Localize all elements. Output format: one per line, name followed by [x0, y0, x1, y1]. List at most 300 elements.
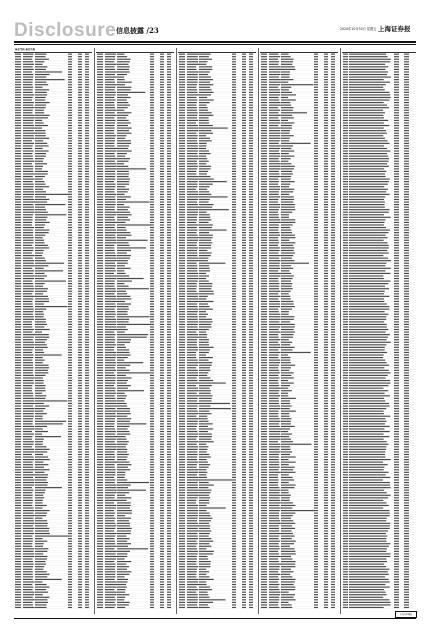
table-row — [178, 316, 256, 318]
table-row — [178, 604, 256, 606]
table-row — [178, 569, 256, 571]
table-row — [260, 168, 338, 170]
table-row — [14, 176, 92, 178]
table-row — [96, 428, 174, 430]
table-row — [178, 332, 256, 334]
table-row — [178, 105, 256, 107]
table-row — [96, 449, 174, 451]
table-row — [260, 538, 338, 540]
table-row — [342, 186, 416, 188]
table-row — [342, 306, 416, 308]
table-row — [260, 117, 338, 119]
table-row — [260, 395, 338, 397]
table-row — [178, 528, 256, 530]
table-row — [178, 464, 256, 466]
table-row — [260, 150, 338, 152]
table-row — [342, 179, 416, 181]
table-row — [96, 584, 174, 586]
table-row — [96, 247, 174, 249]
table-row — [96, 321, 174, 323]
table-row — [96, 462, 174, 464]
table-row — [14, 571, 92, 573]
table-row — [178, 513, 256, 515]
table-row — [342, 487, 416, 489]
table-row — [178, 209, 256, 211]
table-row — [14, 421, 92, 423]
table-row — [96, 579, 174, 581]
table-row — [14, 533, 92, 535]
table-row — [96, 423, 174, 425]
table-row — [342, 265, 416, 267]
continued-label: (下转24版) — [395, 611, 417, 618]
table-row — [14, 464, 92, 466]
table-row — [96, 209, 174, 211]
table-row — [342, 82, 416, 84]
listing-rows — [260, 53, 338, 609]
table-row — [342, 607, 416, 609]
table-row — [260, 444, 338, 446]
table-row — [14, 74, 92, 76]
table-row — [96, 230, 174, 232]
table-row — [96, 212, 174, 214]
table-row — [342, 329, 416, 331]
table-row — [342, 61, 416, 63]
table-row — [96, 138, 174, 140]
table-row — [260, 291, 338, 293]
table-row — [14, 97, 92, 99]
table-row — [260, 393, 338, 395]
table-row — [14, 431, 92, 433]
table-row — [342, 584, 416, 586]
table-row — [178, 168, 256, 170]
table-row — [260, 377, 338, 379]
table-row — [342, 495, 416, 497]
table-row — [96, 500, 174, 502]
table-row — [96, 459, 174, 461]
table-row — [14, 408, 92, 410]
table-row — [342, 571, 416, 573]
table-row — [342, 342, 416, 344]
table-row — [260, 520, 338, 522]
table-row — [260, 500, 338, 502]
table-row — [342, 145, 416, 147]
table-row — [178, 352, 256, 354]
table-row — [14, 316, 92, 318]
table-row — [14, 367, 92, 369]
table-row — [342, 171, 416, 173]
table-row — [178, 130, 256, 132]
table-row — [178, 56, 256, 58]
table-row — [14, 122, 92, 124]
table-row — [178, 329, 256, 331]
table-row — [96, 398, 174, 400]
table-row — [260, 541, 338, 543]
table-row — [260, 125, 338, 127]
table-row — [342, 428, 416, 430]
table-row — [178, 459, 256, 461]
table-row — [96, 158, 174, 160]
table-row — [14, 515, 92, 517]
table-row — [14, 485, 92, 487]
table-row — [260, 449, 338, 451]
table-row — [14, 354, 92, 356]
table-row — [96, 288, 174, 290]
table-row — [342, 449, 416, 451]
table-row — [178, 273, 256, 275]
table-row — [178, 298, 256, 300]
table-row — [178, 230, 256, 232]
table-row — [260, 309, 338, 311]
table-row — [260, 456, 338, 458]
table-row — [260, 281, 338, 283]
table-row — [96, 400, 174, 402]
table-row — [14, 558, 92, 560]
table-row — [342, 553, 416, 555]
table-row — [14, 105, 92, 107]
table-row — [14, 240, 92, 242]
table-row — [342, 184, 416, 186]
table-row — [14, 456, 92, 458]
table-row — [342, 398, 416, 400]
table-row — [14, 199, 92, 201]
table-row — [96, 319, 174, 321]
table-row — [178, 117, 256, 119]
table-row — [342, 156, 416, 158]
table-row — [178, 510, 256, 512]
table-row — [178, 587, 256, 589]
table-row — [178, 163, 256, 165]
table-row — [96, 161, 174, 163]
table-row — [14, 237, 92, 239]
table-row — [260, 209, 338, 211]
table-row — [96, 510, 174, 512]
table-row — [260, 64, 338, 66]
table-row — [96, 171, 174, 173]
table-row — [14, 434, 92, 436]
table-row — [96, 143, 174, 145]
table-row — [178, 286, 256, 288]
table-row — [96, 556, 174, 558]
table-row — [260, 128, 338, 130]
table-row — [260, 232, 338, 234]
table-row — [14, 385, 92, 387]
table-row — [342, 230, 416, 232]
table-row — [342, 153, 416, 155]
table-row — [96, 270, 174, 272]
table-row — [14, 191, 92, 193]
table-row — [178, 326, 256, 328]
table-row — [342, 69, 416, 71]
table-row — [14, 179, 92, 181]
table-row — [260, 477, 338, 479]
table-row — [14, 326, 92, 328]
table-row — [260, 469, 338, 471]
table-row — [260, 298, 338, 300]
table-row — [14, 339, 92, 341]
table-row — [342, 581, 416, 583]
table-row — [178, 107, 256, 109]
table-row — [260, 607, 338, 609]
table-row — [260, 594, 338, 596]
table-row — [178, 148, 256, 150]
table-row — [96, 487, 174, 489]
table-row — [260, 324, 338, 326]
table-row — [342, 247, 416, 249]
table-row — [178, 449, 256, 451]
table-row — [260, 240, 338, 242]
table-row — [260, 286, 338, 288]
table-row — [178, 133, 256, 135]
table-row — [260, 423, 338, 425]
table-row — [96, 421, 174, 423]
table-row — [14, 459, 92, 461]
table-row — [178, 224, 256, 226]
table-row — [96, 291, 174, 293]
table-row — [14, 344, 92, 346]
table-row — [260, 133, 338, 135]
table-row — [178, 576, 256, 578]
table-row — [260, 138, 338, 140]
table-row — [96, 263, 174, 265]
table-row — [14, 589, 92, 591]
table-row — [342, 319, 416, 321]
table-row — [260, 462, 338, 464]
table-row — [14, 370, 92, 372]
table-row — [96, 339, 174, 341]
table-row — [260, 604, 338, 606]
table-row — [342, 579, 416, 581]
table-row — [260, 479, 338, 481]
masthead — [0, 0, 428, 46]
table-row — [178, 441, 256, 443]
table-row — [342, 94, 416, 96]
table-row — [178, 436, 256, 438]
table-row — [14, 166, 92, 168]
table-row — [342, 148, 416, 150]
table-row — [342, 196, 416, 198]
table-row — [96, 431, 174, 433]
table-row — [14, 219, 92, 221]
table-row — [14, 487, 92, 489]
table-row — [260, 163, 338, 165]
table-row — [342, 286, 416, 288]
table-row — [178, 94, 256, 96]
table-row — [342, 258, 416, 260]
table-row — [178, 411, 256, 413]
table-row — [96, 268, 174, 270]
table-row — [342, 311, 416, 313]
table-row — [14, 311, 92, 313]
table-row — [96, 523, 174, 525]
table-row — [342, 120, 416, 122]
table-row — [260, 558, 338, 560]
table-row — [96, 71, 174, 73]
table-row — [342, 469, 416, 471]
table-row — [342, 365, 416, 367]
table-row — [178, 497, 256, 499]
table-row — [96, 551, 174, 553]
table-row — [342, 140, 416, 142]
table-row — [14, 201, 92, 203]
table-row — [178, 270, 256, 272]
table-row — [14, 189, 92, 191]
table-row — [342, 217, 416, 219]
table-row — [260, 99, 338, 101]
table-row — [342, 446, 416, 448]
table-row — [260, 339, 338, 341]
table-row — [260, 497, 338, 499]
table-row — [14, 69, 92, 71]
table-row — [96, 354, 174, 356]
table-row — [260, 439, 338, 441]
table-row — [14, 597, 92, 599]
table-row — [14, 163, 92, 165]
table-row — [14, 227, 92, 229]
table-row — [178, 140, 256, 142]
table-row — [14, 291, 92, 293]
table-row — [342, 541, 416, 543]
table-row — [178, 538, 256, 540]
table-row — [260, 263, 338, 265]
table-row — [260, 599, 338, 601]
table-row — [178, 405, 256, 407]
table-row — [260, 196, 338, 198]
table-row — [260, 275, 338, 277]
table-row — [342, 362, 416, 364]
table-row — [260, 365, 338, 367]
table-row — [178, 291, 256, 293]
table-row — [342, 222, 416, 224]
table-row — [14, 77, 92, 79]
table-row — [14, 232, 92, 234]
table-row — [178, 377, 256, 379]
table-row — [14, 130, 92, 132]
table-row — [96, 464, 174, 466]
table-row — [342, 255, 416, 257]
table-row — [14, 372, 92, 374]
table-row — [96, 298, 174, 300]
table-row — [178, 153, 256, 155]
table-row — [260, 107, 338, 109]
table-row — [342, 173, 416, 175]
table-row — [260, 362, 338, 364]
table-row — [96, 255, 174, 257]
table-row — [96, 385, 174, 387]
table-row — [14, 148, 92, 150]
table-row — [178, 191, 256, 193]
table-row — [342, 528, 416, 530]
table-row — [342, 204, 416, 206]
table-row — [178, 196, 256, 198]
table-row — [178, 344, 256, 346]
table-row — [178, 505, 256, 507]
table-row — [96, 64, 174, 66]
table-row — [260, 247, 338, 249]
table-row — [14, 411, 92, 413]
table-row — [178, 439, 256, 441]
table-row — [342, 558, 416, 560]
table-row — [14, 82, 92, 84]
table-row — [178, 467, 256, 469]
table-row — [260, 314, 338, 316]
table-row — [342, 326, 416, 328]
table-row — [96, 594, 174, 596]
table-row — [178, 530, 256, 532]
table-row — [342, 275, 416, 277]
table-row — [14, 548, 92, 550]
table-row — [96, 352, 174, 354]
table-row — [178, 64, 256, 66]
table-row — [178, 232, 256, 234]
table-row — [342, 303, 416, 305]
table-row — [342, 288, 416, 290]
table-row — [342, 321, 416, 323]
table-row — [178, 571, 256, 573]
table-row — [14, 110, 92, 112]
table-row — [14, 390, 92, 392]
table-row — [14, 428, 92, 430]
table-row — [260, 602, 338, 604]
table-row — [96, 260, 174, 262]
table-row — [96, 349, 174, 351]
table-row — [260, 306, 338, 308]
table-row — [178, 385, 256, 387]
table-row — [14, 89, 92, 91]
table-row — [260, 446, 338, 448]
table-row — [178, 431, 256, 433]
table-row — [14, 546, 92, 548]
table-row — [14, 275, 92, 277]
table-row — [260, 191, 338, 193]
table-row — [178, 69, 256, 71]
table-row — [178, 462, 256, 464]
table-row — [14, 579, 92, 581]
table-row — [342, 604, 416, 606]
table-row — [14, 217, 92, 219]
table-row — [178, 74, 256, 76]
table-row — [14, 451, 92, 453]
table-row — [178, 579, 256, 581]
table-row — [96, 426, 174, 428]
table-row — [14, 214, 92, 216]
table-row — [14, 569, 92, 571]
table-row — [342, 298, 416, 300]
table-row — [14, 393, 92, 395]
table-row — [178, 556, 256, 558]
table-row — [14, 161, 92, 163]
table-row — [178, 525, 256, 527]
table-row — [260, 61, 338, 63]
table-row — [14, 444, 92, 446]
table-row — [178, 171, 256, 173]
table-row — [96, 393, 174, 395]
table-row — [178, 288, 256, 290]
table-row — [14, 497, 92, 499]
table-row — [178, 179, 256, 181]
table-row — [342, 551, 416, 553]
listing-rows — [178, 53, 256, 609]
table-row — [96, 173, 174, 175]
table-row — [96, 533, 174, 535]
table-row — [96, 120, 174, 122]
table-row — [96, 546, 174, 548]
table-row — [14, 321, 92, 323]
table-row — [260, 148, 338, 150]
table-row — [178, 607, 256, 609]
table-row — [14, 446, 92, 448]
table-row — [342, 161, 416, 163]
table-row — [342, 352, 416, 354]
